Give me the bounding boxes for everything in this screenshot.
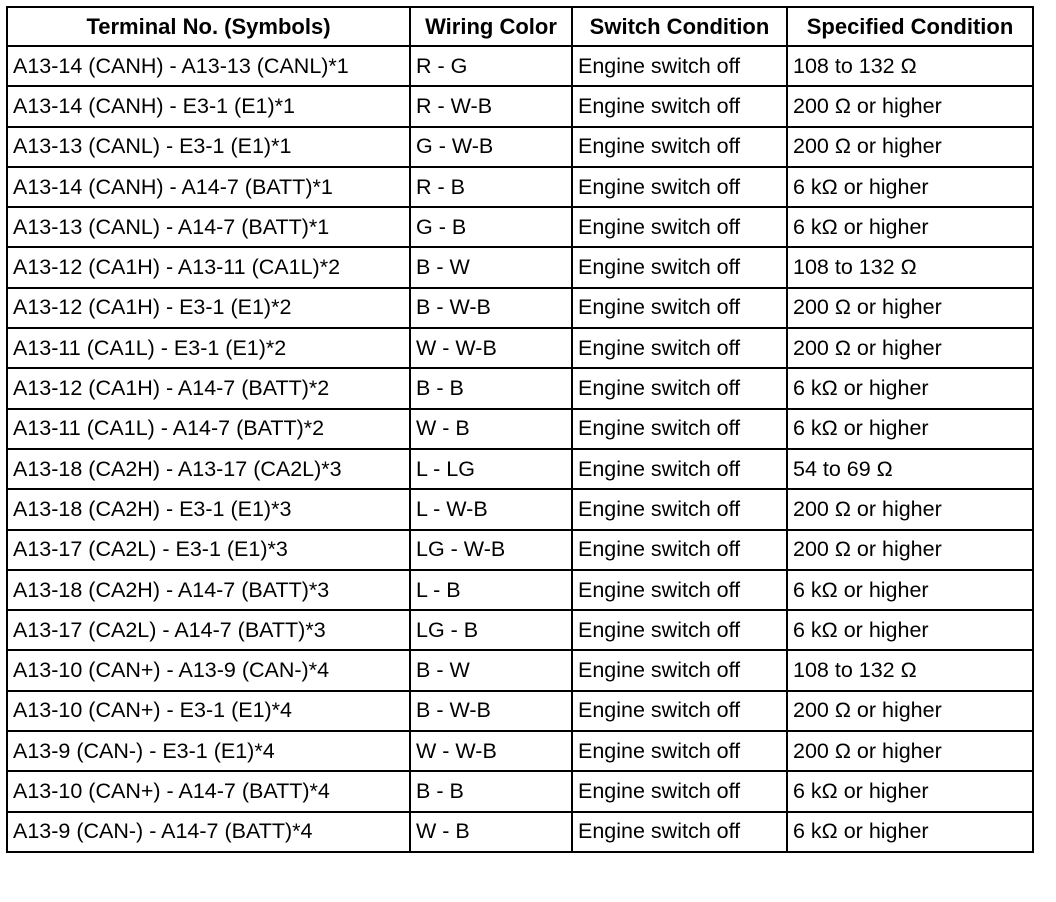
terminal-no-cell: A13-13 (CANL) - E3-1 (E1)*1 bbox=[7, 127, 410, 167]
table-body bbox=[7, 46, 1033, 852]
switch-condition-cell: Engine switch off bbox=[572, 449, 787, 489]
switch-condition-cell: Engine switch off bbox=[572, 409, 787, 449]
specified-condition-cell: 200 Ω or higher bbox=[787, 127, 1033, 167]
table-row bbox=[7, 691, 1033, 731]
terminal-no-cell: A13-14 (CANH) - A14-7 (BATT)*1 bbox=[7, 167, 410, 207]
specified-condition-cell: 6 kΩ or higher bbox=[787, 771, 1033, 811]
switch-condition-cell: Engine switch off bbox=[572, 368, 787, 408]
table-row bbox=[7, 409, 1033, 449]
table-row bbox=[7, 368, 1033, 408]
wiring-color-cell: R - B bbox=[410, 167, 572, 207]
wiring-color-cell: R - W-B bbox=[410, 86, 572, 126]
resistance-spec-table bbox=[6, 6, 1034, 853]
specified-condition-cell: 200 Ω or higher bbox=[787, 86, 1033, 126]
specified-condition-cell: 6 kΩ or higher bbox=[787, 167, 1033, 207]
wiring-color-cell: G - B bbox=[410, 207, 572, 247]
terminal-no-cell: A13-18 (CA2H) - A14-7 (BATT)*3 bbox=[7, 570, 410, 610]
switch-condition-cell: Engine switch off bbox=[572, 127, 787, 167]
terminal-no-cell: A13-10 (CAN+) - E3-1 (E1)*4 bbox=[7, 691, 410, 731]
switch-condition-cell: Engine switch off bbox=[572, 86, 787, 126]
table-row bbox=[7, 812, 1033, 852]
wiring-color-cell: B - W-B bbox=[410, 691, 572, 731]
table-row bbox=[7, 207, 1033, 247]
switch-condition-cell: Engine switch off bbox=[572, 247, 787, 287]
terminal-no-cell: A13-14 (CANH) - E3-1 (E1)*1 bbox=[7, 86, 410, 126]
switch-condition-cell: Engine switch off bbox=[572, 46, 787, 86]
wiring-color-cell: G - W-B bbox=[410, 127, 572, 167]
specified-condition-cell: 108 to 132 Ω bbox=[787, 650, 1033, 690]
specified-condition-cell: 6 kΩ or higher bbox=[787, 207, 1033, 247]
switch-condition-cell: Engine switch off bbox=[572, 530, 787, 570]
specified-condition-cell: 6 kΩ or higher bbox=[787, 610, 1033, 650]
terminal-no-cell: A13-11 (CA1L) - E3-1 (E1)*2 bbox=[7, 328, 410, 368]
header-row bbox=[7, 7, 1033, 46]
table-row bbox=[7, 650, 1033, 690]
terminal-no-cell: A13-9 (CAN-) - A14-7 (BATT)*4 bbox=[7, 812, 410, 852]
wiring-color-cell: L - W-B bbox=[410, 489, 572, 529]
table-row bbox=[7, 247, 1033, 287]
switch-condition-cell: Engine switch off bbox=[572, 812, 787, 852]
table-row bbox=[7, 46, 1033, 86]
terminal-no-cell: A13-10 (CAN+) - A14-7 (BATT)*4 bbox=[7, 771, 410, 811]
table-row bbox=[7, 731, 1033, 771]
specified-condition-cell: 108 to 132 Ω bbox=[787, 46, 1033, 86]
switch-condition-cell: Engine switch off bbox=[572, 207, 787, 247]
terminal-no-cell: A13-9 (CAN-) - E3-1 (E1)*4 bbox=[7, 731, 410, 771]
wiring-color-cell: W - B bbox=[410, 812, 572, 852]
terminal-no-cell: A13-11 (CA1L) - A14-7 (BATT)*2 bbox=[7, 409, 410, 449]
terminal-no-cell: A13-12 (CA1H) - E3-1 (E1)*2 bbox=[7, 288, 410, 328]
terminal-no-cell: A13-17 (CA2L) - A14-7 (BATT)*3 bbox=[7, 610, 410, 650]
specified-condition-cell: 200 Ω or higher bbox=[787, 691, 1033, 731]
terminal-no-cell: A13-18 (CA2H) - A13-17 (CA2L)*3 bbox=[7, 449, 410, 489]
table-row bbox=[7, 288, 1033, 328]
terminal-no-cell: A13-14 (CANH) - A13-13 (CANL)*1 bbox=[7, 46, 410, 86]
table-row bbox=[7, 328, 1033, 368]
table-row bbox=[7, 610, 1033, 650]
specified-condition-cell: 200 Ω or higher bbox=[787, 489, 1033, 529]
specified-condition-cell: 200 Ω or higher bbox=[787, 530, 1033, 570]
specified-condition-cell: 6 kΩ or higher bbox=[787, 570, 1033, 610]
switch-condition-cell: Engine switch off bbox=[572, 650, 787, 690]
switch-condition-cell: Engine switch off bbox=[572, 288, 787, 328]
specified-condition-cell: 200 Ω or higher bbox=[787, 731, 1033, 771]
wiring-color-cell: LG - B bbox=[410, 610, 572, 650]
specified-condition-cell: 200 Ω or higher bbox=[787, 288, 1033, 328]
table-row bbox=[7, 489, 1033, 529]
wiring-color-cell: B - W bbox=[410, 650, 572, 690]
wiring-color-cell: B - B bbox=[410, 368, 572, 408]
terminal-no-cell: A13-18 (CA2H) - E3-1 (E1)*3 bbox=[7, 489, 410, 529]
terminal-no-cell: A13-12 (CA1H) - A13-11 (CA1L)*2 bbox=[7, 247, 410, 287]
wiring-color-cell: B - W bbox=[410, 247, 572, 287]
terminal-no-cell: A13-13 (CANL) - A14-7 (BATT)*1 bbox=[7, 207, 410, 247]
terminal-no-cell: A13-17 (CA2L) - E3-1 (E1)*3 bbox=[7, 530, 410, 570]
wiring-color-cell: L - LG bbox=[410, 449, 572, 489]
switch-condition-cell: Engine switch off bbox=[572, 610, 787, 650]
wiring-color-cell: W - W-B bbox=[410, 328, 572, 368]
terminal-no-cell: A13-10 (CAN+) - A13-9 (CAN-)*4 bbox=[7, 650, 410, 690]
switch-condition-cell: Engine switch off bbox=[572, 570, 787, 610]
wiring-color-cell: B - W-B bbox=[410, 288, 572, 328]
table-row bbox=[7, 127, 1033, 167]
table-row bbox=[7, 570, 1033, 610]
switch-condition-cell: Engine switch off bbox=[572, 167, 787, 207]
specified-condition-cell: 108 to 132 Ω bbox=[787, 247, 1033, 287]
switch-condition-cell: Engine switch off bbox=[572, 771, 787, 811]
header-wiring-color: Wiring Color bbox=[410, 7, 572, 46]
wiring-color-cell: L - B bbox=[410, 570, 572, 610]
switch-condition-cell: Engine switch off bbox=[572, 489, 787, 529]
table-row bbox=[7, 449, 1033, 489]
table-row bbox=[7, 86, 1033, 126]
specified-condition-cell: 6 kΩ or higher bbox=[787, 812, 1033, 852]
wiring-color-cell: LG - W-B bbox=[410, 530, 572, 570]
header-terminal-no: Terminal No. (Symbols) bbox=[7, 7, 410, 46]
wiring-color-cell: R - G bbox=[410, 46, 572, 86]
wiring-color-cell: W - B bbox=[410, 409, 572, 449]
table-row bbox=[7, 771, 1033, 811]
table-row bbox=[7, 530, 1033, 570]
specified-condition-cell: 6 kΩ or higher bbox=[787, 368, 1033, 408]
table-row bbox=[7, 167, 1033, 207]
switch-condition-cell: Engine switch off bbox=[572, 691, 787, 731]
switch-condition-cell: Engine switch off bbox=[572, 731, 787, 771]
table-header bbox=[7, 7, 1033, 46]
header-specified-condition: Specified Condition bbox=[787, 7, 1033, 46]
header-switch-condition: Switch Condition bbox=[572, 7, 787, 46]
terminal-no-cell: A13-12 (CA1H) - A14-7 (BATT)*2 bbox=[7, 368, 410, 408]
specified-condition-cell: 200 Ω or higher bbox=[787, 328, 1033, 368]
wiring-color-cell: W - W-B bbox=[410, 731, 572, 771]
specified-condition-cell: 6 kΩ or higher bbox=[787, 409, 1033, 449]
switch-condition-cell: Engine switch off bbox=[572, 328, 787, 368]
specified-condition-cell: 54 to 69 Ω bbox=[787, 449, 1033, 489]
wiring-color-cell: B - B bbox=[410, 771, 572, 811]
